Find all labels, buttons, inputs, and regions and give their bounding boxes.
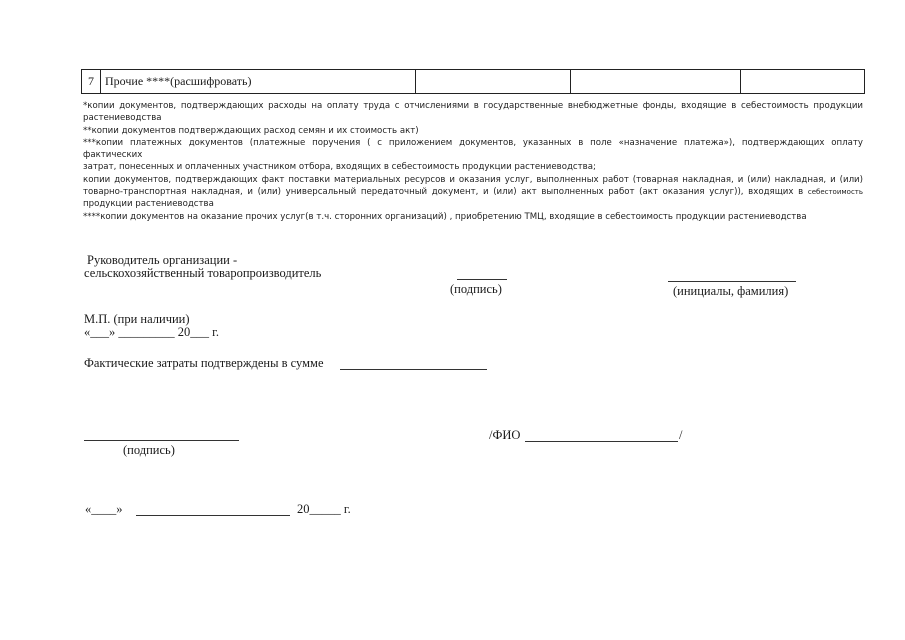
footnote-3-line-1: ***копии платежных документов (платежные поручения ( с приложением документов, указанных в поле «назначение платежа»), подтверждающих оплату фактических [83,137,863,161]
initials-line [668,281,796,282]
initials-caption: (инициалы, фамилия) [673,284,789,298]
row-name: Прочие ****(расшифровать) [101,70,416,94]
bottom-signature-line [84,440,239,441]
fio-suffix: / [679,428,683,442]
expenses-table-row [81,69,865,94]
head-title-line-1: Руководитель организации - [87,253,238,267]
footnote-3b-line-2-main: товарно-транспортная накладная, и (или) универсальный передаточный документ, и (или) акт выполненных работ (акт оказания услуг)), входящих в [83,187,804,198]
row-number: 7 [82,70,101,94]
footnote-1-line-1: *копии документов, подтверждающих расходы на оплату труда с отчислениями в государственные внебюджетные фонды, входящие в себестоимость продукции [83,101,863,111]
final-date-month-line [136,515,290,516]
head-title-line-2: сельскохозяйственный товаропроизводитель [84,266,322,280]
final-date-year: 20_____ г. [297,502,351,516]
costs-confirmed-label: Фактические затраты подтверждены в сумме [84,356,324,370]
row-cell-4 [571,70,741,94]
footnotes [83,100,863,223]
final-date-open: «____» [85,502,123,516]
costs-amount-line [340,369,487,370]
footnote-3b-line-2-small: себестоимость [807,188,863,197]
footnote-2: **копии документов подтверждающих расход семян и их стоимость акт) [83,125,419,136]
footnote-4: ****копии документов на оказание прочих услуг(в т.ч. сторонних организаций) , приобретению ТМЦ, входящие в себестоимость продукции растениеводства [83,211,807,222]
footnote-3b-line-3: продукции растениеводства [83,199,214,210]
row-cell-3 [416,70,571,94]
row-cell-5 [741,70,865,94]
footnote-3b-line-1: копии документов, подтверждающих факт поставки материальных ресурсов и оказания услуг, выполненных работ (товарная накладная, и (или) накладная, и (или) [83,174,863,185]
footnote-3b-line-2 [83,186,863,198]
fio-prefix: /ФИО [489,428,521,442]
signature-caption: (подпись) [450,282,502,296]
fio-line [525,441,678,442]
stamp-label: М.П. (при наличии) [84,312,190,326]
signature-line [457,279,507,280]
bottom-signature-caption: (подпись) [123,443,175,457]
footnote-3-line-2: затрат, понесенных и оплаченных участником отбора, входящих в себестоимость продукции растениеводства; [83,162,596,173]
footnote-1-line-2: растениеводства [83,113,162,124]
date-line: «___» _________ 20___ г. [84,325,219,339]
